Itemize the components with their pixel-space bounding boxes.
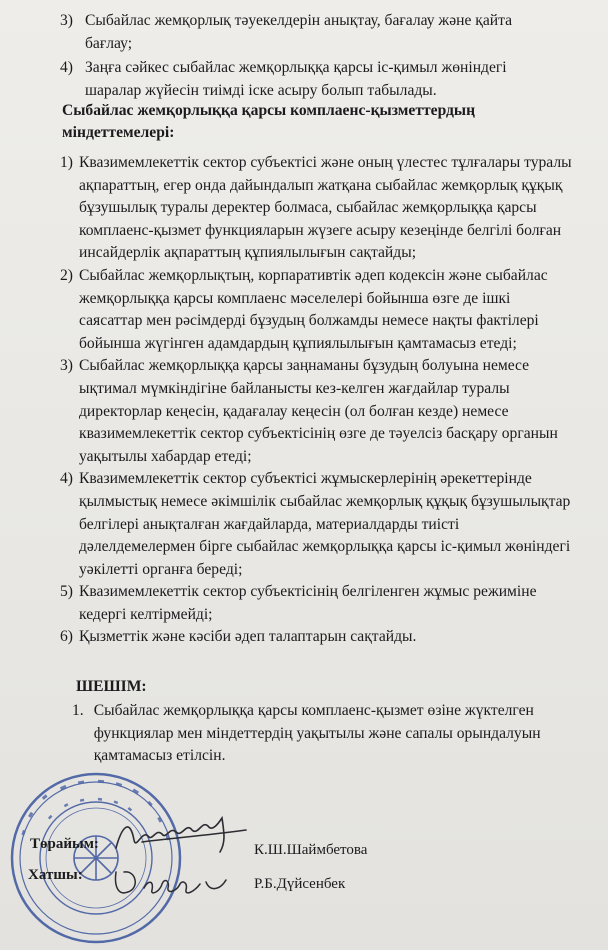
decision-heading: ШЕШІМ:	[76, 678, 147, 695]
list-item	[60, 152, 574, 265]
list-item	[60, 355, 574, 468]
item-text: Сыбайлас жемқорлыққа қарсы комплаенс-қызмет өзіне жүктелген функциялар мен міндеттердің уақытылы және сапалы орындалуын қамтамасыз етілсін.	[93, 702, 541, 765]
item-number: 5)	[60, 583, 73, 601]
item-number: 3)	[60, 357, 73, 375]
list-item	[60, 626, 574, 649]
list-item	[60, 265, 574, 355]
secretary-label: Хатшы:	[28, 867, 83, 883]
item-number: 1)	[60, 154, 73, 171]
item-number: 6)	[60, 628, 73, 646]
chair-name: К.Ш.Шаймбетова	[254, 842, 368, 858]
chair-label: Төрайым:	[30, 836, 99, 852]
duties-list	[60, 152, 574, 649]
top-list	[60, 10, 552, 102]
item-number: 3)	[60, 12, 73, 29]
item-text: Квазимемлекеттік сектор субъектісі жұмыскерлерінің әрекеттерінде қылмыстық немесе әкімшілік сыбайлас жемқорлық құқық бұзушылықтар белгілері анықталған жағдайларда, материалдарды тиісті дәлелдемелермен бірге сыбайлас жемқорлыққа қарсы іс-қимыл жөніндегі уәкілетті органға береді;	[79, 470, 571, 578]
list-item	[60, 57, 552, 102]
item-number: 1.	[72, 702, 84, 719]
item-text: Заңға сәйкес сыбайлас жемқорлыққа қарсы іс-қимыл жөніндегі шаралар жүйесін тиімді іске асыру болып табылады.	[85, 59, 507, 99]
item-text: Сыбайлас жемқорлыққа қарсы заңнаманы бұзудың болуына немесе ықтимал мүмкіндігіне байланысты кез-келген жағдайлар туралы директорлар кеңесін, қадағалау кеңесін (ол болған кезде) немесе квазимемлекеттік сектор субъектісінің өзге де тәуелсіз басқару органын уақытылы хабардар етеді;	[79, 357, 558, 465]
item-text: Сыбайлас жемқорлықтың, корпаративтік әдеп кодексін және сыбайлас жемқорлыққа қарсы комплаенс мәселелері бойынша өзге де ішкі саясаттар мен рәсімдерді бұзудың болжамды немесе нақты фактілері бойынша жүгінген адамдардың құпиялылығын қамтамасыз етеді;	[79, 266, 548, 352]
list-item	[72, 700, 572, 768]
secretary-name: Р.Б.Дүйсенбек	[254, 876, 346, 892]
item-text: Қызметтік және кәсіби әдеп талаптарын сақтайды.	[79, 628, 417, 646]
list-item	[60, 10, 552, 55]
item-number: 4)	[60, 470, 73, 488]
list-item	[60, 468, 574, 581]
item-text: Сыбайлас жемқорлық тәуекелдерін анықтау, бағалау және қайта бағлау;	[85, 12, 513, 52]
item-number: 2)	[60, 266, 73, 284]
item-number: 4)	[60, 59, 73, 77]
secretary-signature-icon	[110, 862, 230, 902]
list-item	[60, 581, 574, 626]
item-text: Квазимемлекеттік сектор субъектісі және оның үлестес тұлғалары туралы ақпараттың, егер онда дайындалып жатқана сыбайлас жемқорлық құқық бұзушылық туралы деректер болмаса, сыбайлас жемқорлыққа қарсы комплаенс-қызмет функцияларын жүзеге асыру кезеңінде белгілі болған инсайдерлік ақпараттың құпиялылығын сақтайды;	[79, 154, 572, 262]
decision-list	[72, 700, 572, 768]
item-text: Квазимемлекеттік сектор субъектісінің белгіленген жұмыс режиміне кедергі келтірмейді;	[79, 583, 537, 623]
chair-signature-icon	[112, 812, 252, 860]
duties-heading: Сыбайлас жемқорлыққа қарсы комплаенс-қызметтердың міндеттемелері:	[62, 102, 476, 141]
